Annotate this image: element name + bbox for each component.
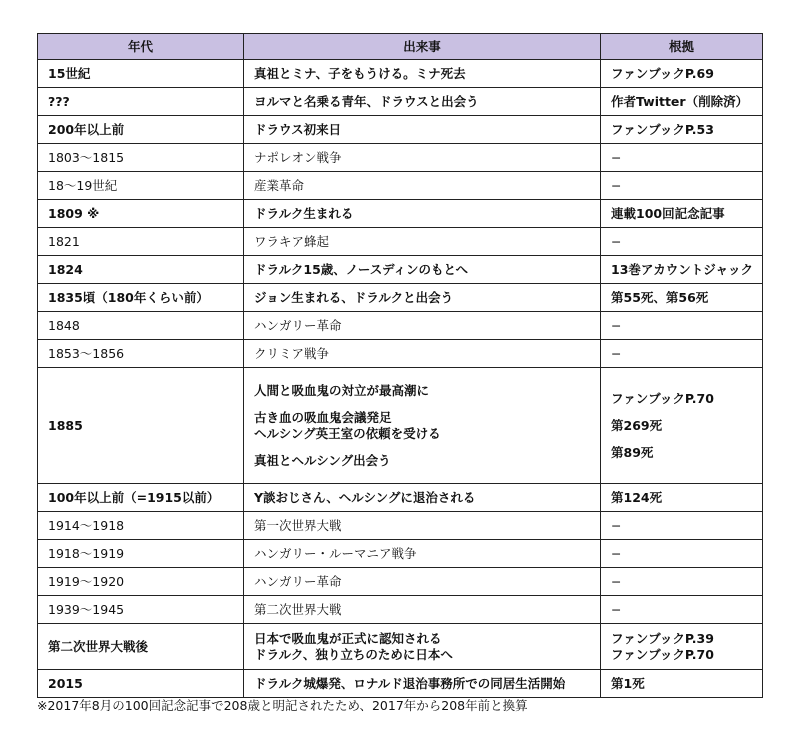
source-cell [601, 568, 763, 596]
event-line [254, 442, 590, 453]
event-line: ヘルシング英王室の依頼を受ける [254, 425, 441, 441]
event-cell [244, 228, 601, 256]
table-row [38, 88, 763, 116]
timeline-body [38, 60, 763, 698]
event-cell [244, 670, 601, 698]
source-line: 第269死 [611, 417, 663, 433]
event-cell [244, 512, 601, 540]
source-line: ファンブックP.39 [611, 630, 714, 646]
event-line: ハンガリー革命 [254, 317, 342, 333]
year-cell: 第二次世界大戦後 [38, 624, 244, 670]
header-year: 年代 [38, 34, 244, 60]
source-line: 第89死 [611, 444, 654, 460]
source-line: ファンブックP.70 [611, 646, 714, 662]
event-cell [244, 256, 601, 284]
event-cell [244, 368, 601, 484]
year-cell: 1803〜1815 [38, 144, 244, 172]
footnote: ※2017年8月の100回記念記事で208歳と明記されたため、2017年から208年前と換算 [37, 698, 528, 713]
source-cell [601, 340, 763, 368]
event-line: ドラルク、独り立ちのために日本へ [254, 646, 453, 662]
table-row [38, 116, 763, 144]
source-cell [601, 484, 763, 512]
event-cell [244, 596, 601, 624]
year-cell: 1809 ※ [38, 200, 244, 228]
table-row [38, 540, 763, 568]
source-line: 第55死、第56死 [611, 289, 709, 305]
event-line: Y談おじさん、ヘルシングに退治される [254, 489, 476, 505]
source-line [611, 407, 752, 418]
source-line: − [611, 317, 622, 333]
source-cell [601, 116, 763, 144]
event-line: ヨルマと名乗る青年、ドラウスと出会う [254, 93, 479, 109]
event-line: ワラキア蜂起 [254, 233, 330, 249]
event-line: 真祖とミナ、子をもうける。ミナ死去 [254, 65, 466, 81]
event-cell [244, 116, 601, 144]
event-line: 日本で吸血鬼が正式に認知される [254, 630, 442, 646]
year-cell: 15世紀 [38, 60, 244, 88]
source-cell [601, 60, 763, 88]
source-cell [601, 228, 763, 256]
event-cell [244, 312, 601, 340]
table-row [38, 670, 763, 698]
source-line: − [611, 345, 622, 361]
event-line: ドラルク15歳、ノースディンのもとへ [254, 261, 469, 277]
year-cell: 1885 [38, 368, 244, 484]
event-line: 古き血の吸血鬼会議発足 [254, 409, 392, 425]
source-line: 第1死 [611, 675, 645, 691]
event-cell [244, 568, 601, 596]
source-cell [601, 512, 763, 540]
source-cell [601, 144, 763, 172]
event-cell [244, 540, 601, 568]
table-row [38, 228, 763, 256]
table-row [38, 312, 763, 340]
event-cell [244, 144, 601, 172]
source-line: ファンブックP.53 [611, 121, 714, 137]
table-row [38, 368, 763, 484]
source-line: − [611, 573, 622, 589]
timeline-table [37, 33, 763, 698]
source-line: 連載100回記念記事 [611, 205, 725, 221]
table-row [38, 172, 763, 200]
source-cell [601, 540, 763, 568]
table-row [38, 596, 763, 624]
source-cell [601, 624, 763, 670]
source-line: − [611, 149, 622, 165]
year-cell: 1914〜1918 [38, 512, 244, 540]
event-line: ハンガリー・ルーマニア戦争 [254, 545, 417, 561]
table-row [38, 200, 763, 228]
table-row [38, 60, 763, 88]
header-source: 根拠 [601, 34, 763, 60]
event-line: 産業革命 [254, 177, 305, 193]
year-cell: 2015 [38, 670, 244, 698]
event-line: ナポレオン戦争 [254, 149, 342, 165]
source-cell [601, 368, 763, 484]
source-line: 第124死 [611, 489, 663, 505]
source-cell [601, 596, 763, 624]
event-cell [244, 172, 601, 200]
header-event: 出来事 [244, 34, 601, 60]
table-row [38, 256, 763, 284]
event-line [254, 399, 590, 410]
year-cell: 18〜19世紀 [38, 172, 244, 200]
event-cell [244, 284, 601, 312]
source-line: ファンブックP.69 [611, 65, 714, 81]
year-cell: ??? [38, 88, 244, 116]
table-row [38, 512, 763, 540]
event-cell [244, 624, 601, 670]
event-cell [244, 60, 601, 88]
year-cell: 1848 [38, 312, 244, 340]
source-cell [601, 172, 763, 200]
table-row [38, 484, 763, 512]
event-cell [244, 200, 601, 228]
event-line: ドラルク生まれる [254, 205, 354, 221]
event-cell [244, 484, 601, 512]
event-line: 第一次世界大戦 [254, 517, 342, 533]
source-cell [601, 200, 763, 228]
source-line: − [611, 601, 622, 617]
source-line: 13巻アカウントジャック [611, 261, 754, 277]
year-cell: 1821 [38, 228, 244, 256]
event-cell [244, 340, 601, 368]
table-row [38, 340, 763, 368]
source-line: ファンブックP.70 [611, 390, 714, 406]
year-cell: 1939〜1945 [38, 596, 244, 624]
source-cell [601, 284, 763, 312]
table-row [38, 144, 763, 172]
header-row [38, 34, 763, 60]
event-line: クリミア戦争 [254, 345, 330, 361]
event-line: ドラウス初来日 [254, 121, 342, 137]
source-line: 作者Twitter（削除済） [611, 93, 749, 109]
event-cell [244, 88, 601, 116]
year-cell: 1835頃（180年くらい前） [38, 284, 244, 312]
event-line: ドラルク城爆発、ロナルド退治事務所での同居生活開始 [254, 675, 566, 691]
event-line: 人間と吸血鬼の対立が最高潮に [254, 382, 430, 398]
year-cell: 200年以上前 [38, 116, 244, 144]
event-line: 第二次世界大戦 [254, 601, 342, 617]
source-line [611, 434, 752, 445]
table-row [38, 284, 763, 312]
year-cell: 1824 [38, 256, 244, 284]
source-line: − [611, 517, 622, 533]
source-cell [601, 88, 763, 116]
source-line: − [611, 233, 622, 249]
source-line: − [611, 177, 622, 193]
year-cell: 1919〜1920 [38, 568, 244, 596]
event-line: ジョン生まれる、ドラルクと出会う [254, 289, 454, 305]
event-line: 真祖とヘルシング出会う [254, 452, 391, 468]
event-line: ハンガリー革命 [254, 573, 342, 589]
table-row [38, 624, 763, 670]
year-cell: 1853〜1856 [38, 340, 244, 368]
source-cell [601, 256, 763, 284]
table-row [38, 568, 763, 596]
year-cell: 100年以上前（=1915以前） [38, 484, 244, 512]
year-cell: 1918〜1919 [38, 540, 244, 568]
source-line: − [611, 545, 622, 561]
source-cell [601, 312, 763, 340]
source-cell [601, 670, 763, 698]
